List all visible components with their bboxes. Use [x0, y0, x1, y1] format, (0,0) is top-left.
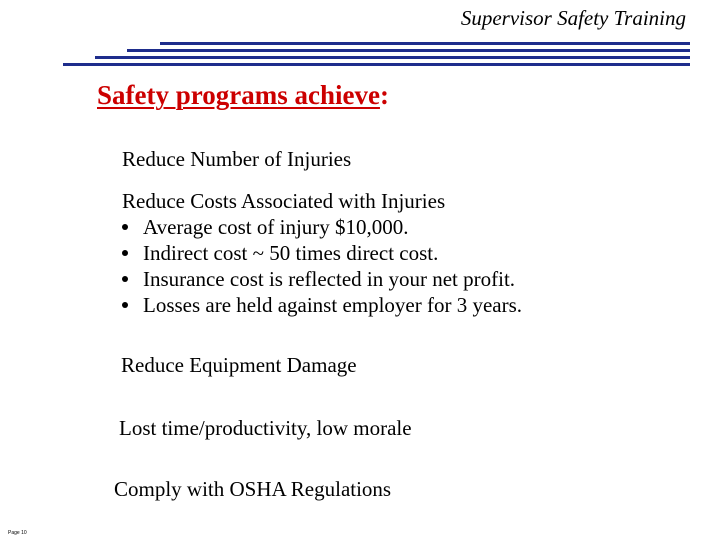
header-title: Supervisor Safety Training [460, 6, 686, 30]
bullet-icon [122, 224, 128, 230]
header-rule [63, 63, 690, 66]
slide-heading [97, 80, 389, 111]
bullet-item [122, 266, 515, 292]
bullet-icon [122, 302, 128, 308]
slide-heading-text: Safety programs achieve [97, 80, 380, 110]
slide-heading-colon: : [379, 80, 389, 110]
point-osha-compliance: Comply with OSHA Regulations [114, 477, 392, 501]
header-rule [95, 56, 690, 59]
bullet-text: Average cost of injury $10,000. [143, 215, 409, 239]
bullet-text: Insurance cost is reflected in your net profit. [143, 267, 516, 291]
point-equipment-damage: Reduce Equipment Damage [121, 353, 357, 377]
bullet-item [122, 240, 438, 266]
header-rule [160, 42, 690, 45]
point-reduce-costs: Reduce Costs Associated with Injuries [122, 189, 446, 213]
bullet-item [122, 214, 409, 240]
bullet-icon [122, 276, 128, 282]
bullet-text: Indirect cost ~ 50 times direct cost. [143, 241, 439, 265]
bullet-item [122, 292, 522, 318]
bullet-icon [122, 250, 128, 256]
bullet-text: Losses are held against employer for 3 years. [143, 293, 523, 317]
header-rule [127, 49, 690, 52]
point-reduce-injuries: Reduce Number of Injuries [122, 147, 352, 171]
page-number: Page 10 [8, 530, 27, 536]
point-lost-time: Lost time/productivity, low morale [119, 416, 412, 440]
